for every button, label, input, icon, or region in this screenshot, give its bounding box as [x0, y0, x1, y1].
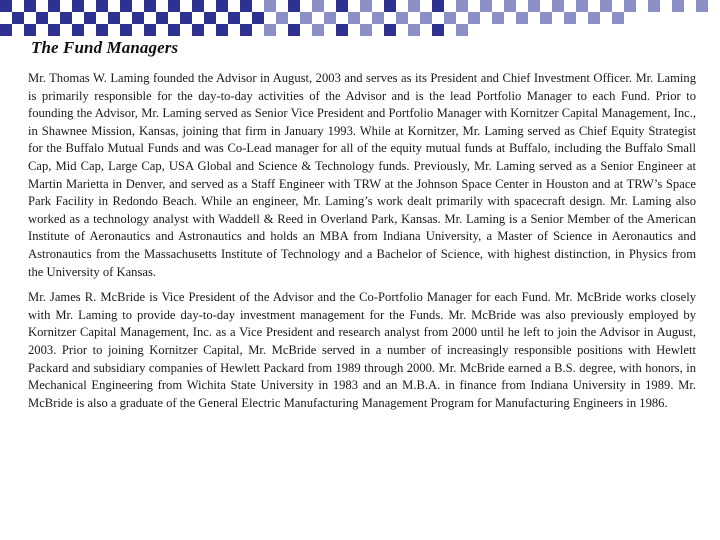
checker-cell — [324, 12, 336, 24]
checker-cell — [660, 12, 672, 24]
checker-cell — [528, 12, 540, 24]
checker-cell — [168, 24, 180, 36]
checker-cell — [12, 24, 24, 36]
checker-cell — [324, 0, 336, 12]
checker-cell — [216, 0, 228, 12]
checker-cell — [360, 24, 372, 36]
checker-cell — [372, 12, 384, 24]
checker-cell — [636, 0, 648, 12]
checker-cell — [168, 0, 180, 12]
slide-title: The Fund Managers — [31, 38, 179, 57]
checker-cell — [552, 24, 564, 36]
checker-cell — [228, 24, 240, 36]
checker-cell — [336, 0, 348, 12]
checker-cell — [504, 0, 516, 12]
checker-cell — [360, 12, 372, 24]
checker-cell — [708, 0, 720, 12]
checker-cell — [240, 0, 252, 12]
checker-cell — [204, 24, 216, 36]
checker-cell — [660, 24, 672, 36]
checker-cell — [228, 0, 240, 12]
checker-cell — [612, 24, 624, 36]
checker-cell — [144, 0, 156, 12]
checker-cell — [156, 12, 168, 24]
checker-cell — [84, 0, 96, 12]
checker-cell — [456, 12, 468, 24]
checker-cell — [348, 24, 360, 36]
decorative-checker-band — [0, 0, 720, 36]
checker-cell — [108, 24, 120, 36]
checker-cell — [408, 0, 420, 12]
checker-cell — [252, 12, 264, 24]
checker-cell — [60, 24, 72, 36]
checker-cell — [396, 24, 408, 36]
checker-cell — [180, 0, 192, 12]
checker-cell — [192, 0, 204, 12]
checker-cell — [396, 12, 408, 24]
checker-cell — [300, 24, 312, 36]
checker-cell — [24, 12, 36, 24]
checker-cell — [144, 12, 156, 24]
checker-cell — [408, 12, 420, 24]
checker-cell — [12, 0, 24, 12]
checker-cell — [624, 24, 636, 36]
checker-cell — [384, 24, 396, 36]
checker-cell — [444, 24, 456, 36]
checker-cell — [480, 0, 492, 12]
checker-cell — [276, 0, 288, 12]
checker-cell — [96, 0, 108, 12]
checker-cell — [96, 12, 108, 24]
checker-cell — [540, 24, 552, 36]
checker-cell — [132, 24, 144, 36]
checker-cell — [192, 24, 204, 36]
checker-cell — [492, 24, 504, 36]
checker-cell — [72, 0, 84, 12]
checker-cell — [648, 0, 660, 12]
checker-cell — [300, 0, 312, 12]
checker-row — [0, 24, 720, 36]
checker-cell — [120, 0, 132, 12]
checker-cell — [348, 0, 360, 12]
checker-cell — [696, 24, 708, 36]
checker-cell — [48, 0, 60, 12]
checker-cell — [444, 12, 456, 24]
checker-cell — [336, 12, 348, 24]
checker-cell — [408, 24, 420, 36]
checker-cell — [636, 12, 648, 24]
checker-cell — [396, 0, 408, 12]
checker-cell — [588, 0, 600, 12]
checker-cell — [420, 12, 432, 24]
checker-row — [0, 12, 720, 24]
checker-cell — [636, 24, 648, 36]
checker-cell — [492, 0, 504, 12]
checker-cell — [228, 12, 240, 24]
checker-cell — [432, 12, 444, 24]
checker-cell — [132, 0, 144, 12]
checker-cell — [48, 24, 60, 36]
checker-cell — [468, 12, 480, 24]
checker-cell — [648, 12, 660, 24]
checker-cell — [528, 0, 540, 12]
checker-cell — [168, 12, 180, 24]
checker-cell — [24, 24, 36, 36]
checker-cell — [480, 12, 492, 24]
checker-cell — [672, 24, 684, 36]
checker-cell — [600, 0, 612, 12]
checker-cell — [180, 12, 192, 24]
checker-cell — [108, 12, 120, 24]
checker-cell — [624, 12, 636, 24]
checker-cell — [384, 12, 396, 24]
checker-cell — [360, 0, 372, 12]
checker-cell — [204, 0, 216, 12]
checker-cell — [216, 24, 228, 36]
checker-cell — [372, 0, 384, 12]
checker-cell — [108, 0, 120, 12]
checker-cell — [708, 12, 720, 24]
checker-cell — [288, 24, 300, 36]
checker-cell — [456, 24, 468, 36]
checker-cell — [600, 12, 612, 24]
checker-cell — [240, 24, 252, 36]
checker-cell — [84, 12, 96, 24]
checker-cell — [684, 0, 696, 12]
checker-cell — [516, 12, 528, 24]
checker-cell — [420, 0, 432, 12]
checker-cell — [552, 12, 564, 24]
checker-cell — [564, 24, 576, 36]
checker-cell — [84, 24, 96, 36]
checker-cell — [684, 24, 696, 36]
checker-cell — [48, 12, 60, 24]
checker-cell — [156, 24, 168, 36]
checker-cell — [504, 24, 516, 36]
checker-cell — [60, 12, 72, 24]
checker-cell — [540, 0, 552, 12]
checker-cell — [648, 24, 660, 36]
checker-cell — [420, 24, 432, 36]
checker-cell — [708, 24, 720, 36]
checker-cell — [12, 12, 24, 24]
checker-cell — [432, 24, 444, 36]
checker-cell — [60, 0, 72, 12]
checker-cell — [120, 12, 132, 24]
checker-cell — [612, 0, 624, 12]
checker-cell — [288, 0, 300, 12]
checker-cell — [468, 0, 480, 12]
checker-cell — [24, 0, 36, 12]
checker-cell — [684, 12, 696, 24]
checker-cell — [252, 24, 264, 36]
checker-cell — [576, 12, 588, 24]
checker-cell — [528, 24, 540, 36]
checker-cell — [312, 12, 324, 24]
checker-cell — [300, 12, 312, 24]
checker-cell — [456, 0, 468, 12]
checker-cell — [0, 24, 12, 36]
checker-cell — [312, 0, 324, 12]
checker-cell — [660, 0, 672, 12]
checker-cell — [312, 24, 324, 36]
checker-cell — [72, 24, 84, 36]
checker-cell — [0, 12, 12, 24]
checker-cell — [432, 0, 444, 12]
checker-cell — [144, 24, 156, 36]
checker-cell — [624, 0, 636, 12]
checker-cell — [348, 12, 360, 24]
checker-cell — [564, 0, 576, 12]
checker-cell — [264, 0, 276, 12]
checker-cell — [0, 0, 12, 12]
checker-cell — [180, 24, 192, 36]
checker-cell — [276, 24, 288, 36]
checker-cell — [384, 0, 396, 12]
checker-cell — [264, 12, 276, 24]
checker-cell — [372, 24, 384, 36]
checker-cell — [216, 12, 228, 24]
checker-cell — [576, 24, 588, 36]
checker-cell — [132, 12, 144, 24]
checker-cell — [552, 0, 564, 12]
checker-cell — [36, 12, 48, 24]
checker-cell — [588, 24, 600, 36]
checker-cell — [252, 0, 264, 12]
checker-cell — [576, 0, 588, 12]
checker-cell — [540, 12, 552, 24]
checker-cell — [480, 24, 492, 36]
checker-cell — [600, 24, 612, 36]
checker-cell — [192, 12, 204, 24]
checker-cell — [96, 24, 108, 36]
checker-cell — [504, 12, 516, 24]
checker-cell — [468, 24, 480, 36]
checker-cell — [672, 0, 684, 12]
checker-cell — [696, 12, 708, 24]
checker-cell — [204, 12, 216, 24]
checker-cell — [564, 12, 576, 24]
checker-cell — [336, 24, 348, 36]
manager-bio-mcbride: Mr. James R. McBride is Vice President of the Advisor and the Co-Portfolio Manager for each Fund. Mr. McBride works closely with Mr. Laming to provide day-to-day investment management for the Funds. Mr. McBride was also previously employed by Kornitzer Capital Management, Inc. as a Vice President and research analyst from 2000 until he left to join the Advisor in August, 2003. Prior to joining Kornitzer Capital, Mr. McBride served in a number of increasingly responsible positions with Hewlett Packard and subsidiary companies of Hewlett Packard from 1989 through 2000. Mr. McBride earned a B.S. degree, with honors, in Mechanical Engineering from Wichita State University in 1983 and an M.B.A. in finance from Indiana University in 1989. Mr. McBride is also a graduate of the General Electric Manufacturing Management Program for Manufacturing Engineers in 1986. — [28, 290, 696, 410]
checker-cell — [156, 0, 168, 12]
slide-content — [28, 38, 696, 420]
checker-cell — [444, 0, 456, 12]
checker-cell — [240, 12, 252, 24]
checker-cell — [324, 24, 336, 36]
checker-cell — [696, 0, 708, 12]
checker-cell — [36, 24, 48, 36]
checker-cell — [120, 24, 132, 36]
checker-cell — [612, 12, 624, 24]
checker-cell — [516, 24, 528, 36]
checker-cell — [72, 12, 84, 24]
checker-cell — [588, 12, 600, 24]
checker-cell — [264, 24, 276, 36]
checker-cell — [516, 0, 528, 12]
checker-cell — [276, 12, 288, 24]
checker-cell — [492, 12, 504, 24]
checker-cell — [36, 0, 48, 12]
checker-cell — [288, 12, 300, 24]
manager-bio-laming: Mr. Thomas W. Laming founded the Advisor in August, 2003 and serves as its President and Chief Investment Officer. Mr. Laming is primarily responsible for the day-to-day activities of the Advisor and is the lead Portfolio Manager to each Fund. Prior to founding the Advisor, Mr. Laming served as Senior Vice President and Portfolio Manager with Kornitzer Capital Management, Inc., in Shawnee Mission, Kansas, joining that firm in January 1993. While at Kornitzer, Mr. Laming served as Chief Equity Strategist for the Buffalo Mutual Funds and was Co-Lead manager for all of the equity mutual funds at Buffalo, including the Buffalo Small Cap, Mid Cap, Large Cap, USA Global and Science & Technology funds. Previously, Mr. Laming served as a Senior Engineer at Martin Marietta in Denver, and served as a Staff Engineer with TRW at the Johnson Space Center in Houston and at TRW’s Space Park Facility in Redondo Beach. While an engineer, Mr. Laming’s work dealt primarily with spacecraft design. Mr. Laming also worked as a technology analyst with Waddell & Reed in Overland Park, Kansas. Mr. Laming is a Senior Member of the American Institute of Aeronautics and Astronautics and holds an MBA from Indiana University, a Master of Science in Aeronautics and Astronautics from the Massachusetts Institute of Technology and a Bachelor of Science, with highest distinction, in Physics from the University of Kansas. — [28, 71, 696, 279]
checker-cell — [672, 12, 684, 24]
checker-row — [0, 0, 720, 12]
